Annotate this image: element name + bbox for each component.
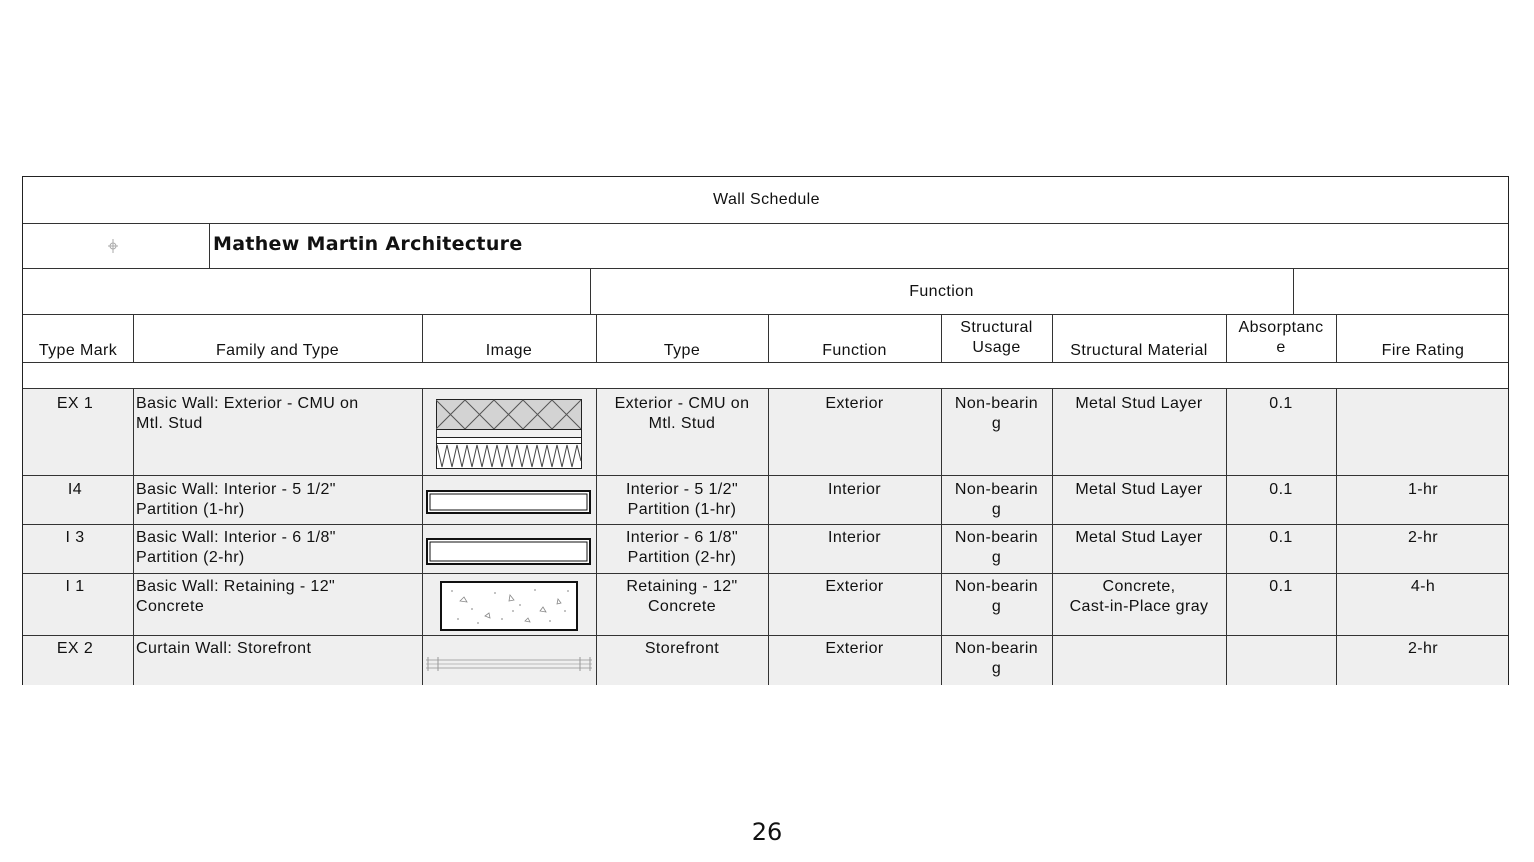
row-3-fire: 4-h — [1410, 578, 1436, 595]
function-group-header: Function — [909, 283, 974, 300]
row-3-material: Concrete, Cast-in-Place gray — [1069, 578, 1209, 615]
row-1-material: Metal Stud Layer — [1075, 481, 1203, 498]
col-header-family-type: Family and Type — [215, 342, 340, 359]
page-number: 26 — [751, 818, 783, 846]
row-0-family: Basic Wall: Exterior - CMU on Mtl. Stud — [136, 395, 359, 432]
cmu-stud-wall-swatch — [436, 399, 582, 469]
row-4-mark: EX 2 — [56, 640, 94, 657]
row-1-family: Basic Wall: Interior - 5 1/2" Partition (1-hr) — [136, 481, 336, 518]
row-0-absorptance: 0.1 — [1269, 395, 1293, 412]
storefront-swatch — [426, 657, 592, 671]
col-header-function: Function — [822, 342, 887, 359]
row-2-usage: Non-bearin g — [954, 529, 1039, 566]
col-header-image: Image — [485, 342, 533, 359]
row-2-type: Interior - 6 1/8" Partition (2-hr) — [625, 529, 739, 566]
row-0-type: Exterior - CMU on Mtl. Stud — [614, 395, 750, 432]
row-1-fire: 1-hr — [1407, 481, 1439, 498]
row-2-material: Metal Stud Layer — [1075, 529, 1203, 546]
row-0-function: Exterior — [825, 395, 884, 412]
col-header-absorptance: Absorptanc e — [1238, 319, 1324, 356]
row-2-function: Interior — [828, 529, 881, 546]
row-3-usage: Non-bearin g — [954, 578, 1039, 615]
row-0-material: Metal Stud Layer — [1075, 395, 1203, 412]
row-4-type: Storefront — [644, 640, 720, 657]
row-2-absorptance: 0.1 — [1269, 529, 1293, 546]
row-3-type: Retaining - 12" Concrete — [626, 578, 738, 615]
row-0-usage: Non-bearin g — [954, 395, 1039, 432]
concrete-swatch — [440, 581, 578, 631]
firm-name: Mathew Martin Architecture — [213, 233, 523, 255]
row-1-usage: Non-bearin g — [954, 481, 1039, 518]
row-4-family: Curtain Wall: Storefront — [136, 640, 312, 657]
row-1-mark: I4 — [67, 481, 83, 498]
row-2-fire: 2-hr — [1407, 529, 1439, 546]
col-header-fire-rating: Fire Rating — [1381, 342, 1465, 359]
col-header-structural-usage: Structural Usage — [960, 319, 1033, 356]
logo-mark-icon — [105, 238, 121, 257]
row-3-mark: I 1 — [65, 578, 85, 595]
row-4-fire: 2-hr — [1407, 640, 1439, 657]
col-header-type-mark: Type Mark — [38, 342, 118, 359]
row-3-absorptance: 0.1 — [1269, 578, 1293, 595]
col-header-structural-material: Structural Material — [1070, 342, 1208, 359]
row-1-absorptance: 0.1 — [1269, 481, 1293, 498]
row-2-family: Basic Wall: Interior - 6 1/8" Partition (2-hr) — [136, 529, 336, 566]
row-4-usage: Non-bearin g — [954, 640, 1039, 677]
row-0-mark: EX 1 — [56, 395, 94, 412]
row-3-family: Basic Wall: Retaining - 12" Concrete — [136, 578, 336, 615]
row-1-function: Interior — [828, 481, 881, 498]
row-4-function: Exterior — [825, 640, 884, 657]
wall-schedule-table — [22, 176, 1509, 685]
col-header-type: Type — [663, 342, 701, 359]
partition-swatch — [426, 538, 591, 565]
partition-swatch — [426, 490, 591, 514]
row-1-type: Interior - 5 1/2" Partition (1-hr) — [625, 481, 739, 518]
row-3-function: Exterior — [825, 578, 884, 595]
schedule-title: Wall Schedule — [713, 191, 820, 208]
row-2-mark: I 3 — [65, 529, 85, 546]
